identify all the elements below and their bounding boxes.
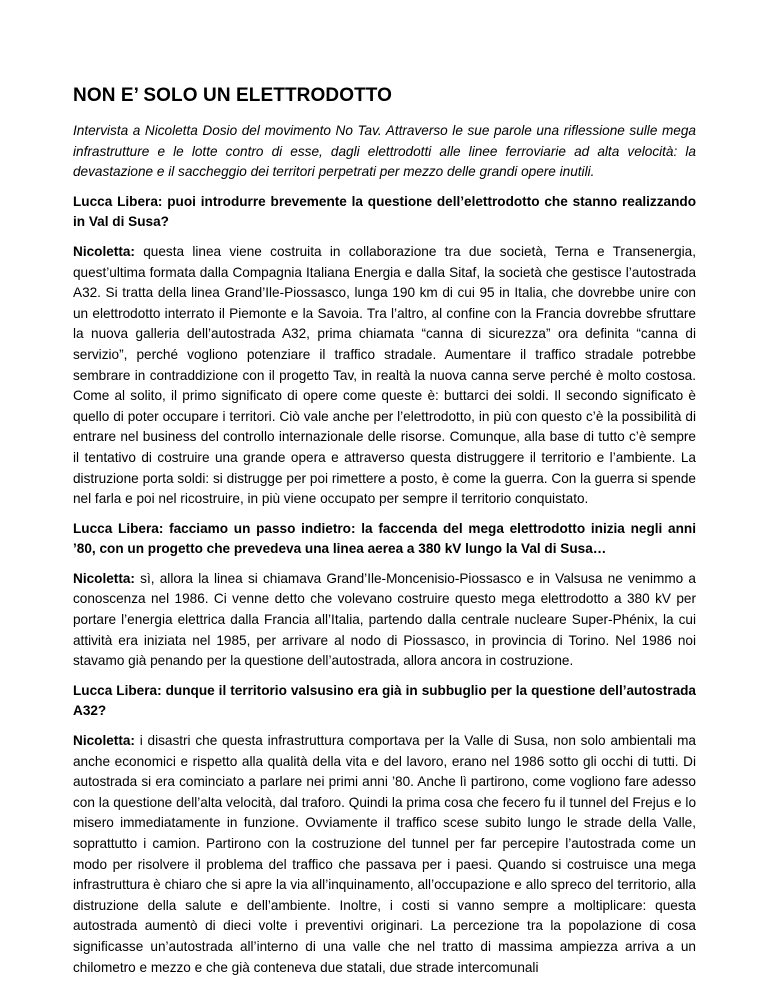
answer-speaker: Nicoletta: (73, 733, 135, 749)
answer-3 (73, 731, 696, 978)
answer-speaker: Nicoletta: (73, 570, 135, 586)
document-title: NON E’ SOLO UN ELETTRODOTTO (73, 85, 393, 106)
answer-text: questa linea viene costruita in collaborazione tra due società, Terna e Transenergia, quest’ultima formata dalla Compagnia Italiana Energia e dalla Sitaf, la società che gestisce l’autostrada A32. Si tratta della linea Grand’Ile-Piossasco, lunga 190 km di cui 95 in Italia, che dovrebbe unire con un elettrodotto interrato il Piemonte e la Savoia. Tra l’altro, al confine con la Francia dovrebbe sfruttare la nuova galleria dell’autostrada A32, prima chiamata “canna di sicurezza” ora definita “canna di servizio”, perché vogliono potenziare il traffico stradale. Aumentare il traffico stradale potrebbe sembrare in contraddizione con il progetto Tav, in realtà la nuova canna serve perché è molto costosa. Come al solito, il primo significato di opere come queste è: buttarci dei soldi. Il secondo significato è quello di poter occupare i territori. Ciò vale anche per l’elettrodotto, in più con questo c’è la possibilità di entrare nel business del controllo internazionale delle risorse. Comunque, alla base di tutto c’è sempre il tentativo di costruire una grande opera e attraverso questa distruggere il territorio e l’ambiente. La distruzione porta soldi: si distrugge per poi rimettere a posto, è come la guerra. Con la guerra si spende nel farla e poi nel ricostruire, in più viene occupato per sempre il territorio conquistato. (73, 243, 696, 507)
question-2: Lucca Libera: facciamo un passo indietro: la faccenda del mega elettrodotto inizia negli anni ’80, con un progetto che prevedeva una linea aerea a 380 kV lungo la Val di Susa… (73, 520, 696, 557)
answer-2 (73, 569, 696, 672)
answer-text: i disastri che questa infrastruttura comportava per la Valle di Susa, non solo ambientali ma anche economici e rispetto alla qualità della vita e del lavoro, erano nel 1986 sotto gli occhi di tutti. Di autostrada si era cominciato a parlare nei primi anni ’80. Anche lì partirono, come vogliono fare adesso con la questione dell’alta velocità, dal traforo. Quindi la prima cosa che fecero fu il tunnel del Frejus e lo misero immediatamente in funzione. Ovviamente il traffico scese subito lungo le strade della Valle, soprattutto i camion. Partirono con la costruzione del tunnel per far percepire l’autostrada come un modo per risolvere il problema del traffico che passava per i paesi. Quando si costruisce una mega infrastruttura è chiaro che si apre la via all’inquinamento, all’occupazione e allo spreco del territorio, alla distruzione della salute e dell’ambiente. Inoltre, i costi si vanno sempre a moltiplicare: questa autostrada aumentò di dieci volte i preventivi originari. La percezione tra la popolazione di cosa significasse un’autostrada all’interno di una valle che nel tratto di massima ampiezza arriva a un chilometro e mezzo e che già conteneva due statali, due strade intercomunali (73, 733, 696, 975)
intro-paragraph: Intervista a Nicoletta Dosio del movimento No Tav. Attraverso le sue parole una riflessione sulle mega infrastrutture e le lotte contro di esse, dagli elettrodotti alle linee ferroviarie ad alta velocità: la devastazione e il saccheggio dei territori perpetrati per mezzo delle grandi opere inutili. (73, 123, 696, 180)
answer-text: sì, allora la linea si chiamava Grand’Ile-Moncenisio-Piossasco e in Valsusa ne venimmo a conoscenza nel 1986. Ci venne detto che volevano costruire questo mega elettrodotto a 380 kV per portare l’energia elettrica dalla Francia all’Italia, partendo dalla centrale nucleare Super-Phénix, la cui attività era iniziata nel 1985, per arrivare al nodo di Piossasco, in provincia di Torino. Nel 1986 noi stavamo già penando per la questione dell’autostrada, allora ancora in costruzione. (73, 570, 696, 669)
answer-speaker: Nicoletta: (73, 243, 135, 259)
question-3: Lucca Libera: dunque il territorio valsusino era già in subbuglio per la questione dell’autostrada A32? (73, 682, 696, 719)
question-1: Lucca Libera: puoi introdurre brevemente la questione dell’elettrodotto che stanno realizzando in Val di Susa? (73, 193, 696, 230)
answer-1 (73, 242, 696, 510)
